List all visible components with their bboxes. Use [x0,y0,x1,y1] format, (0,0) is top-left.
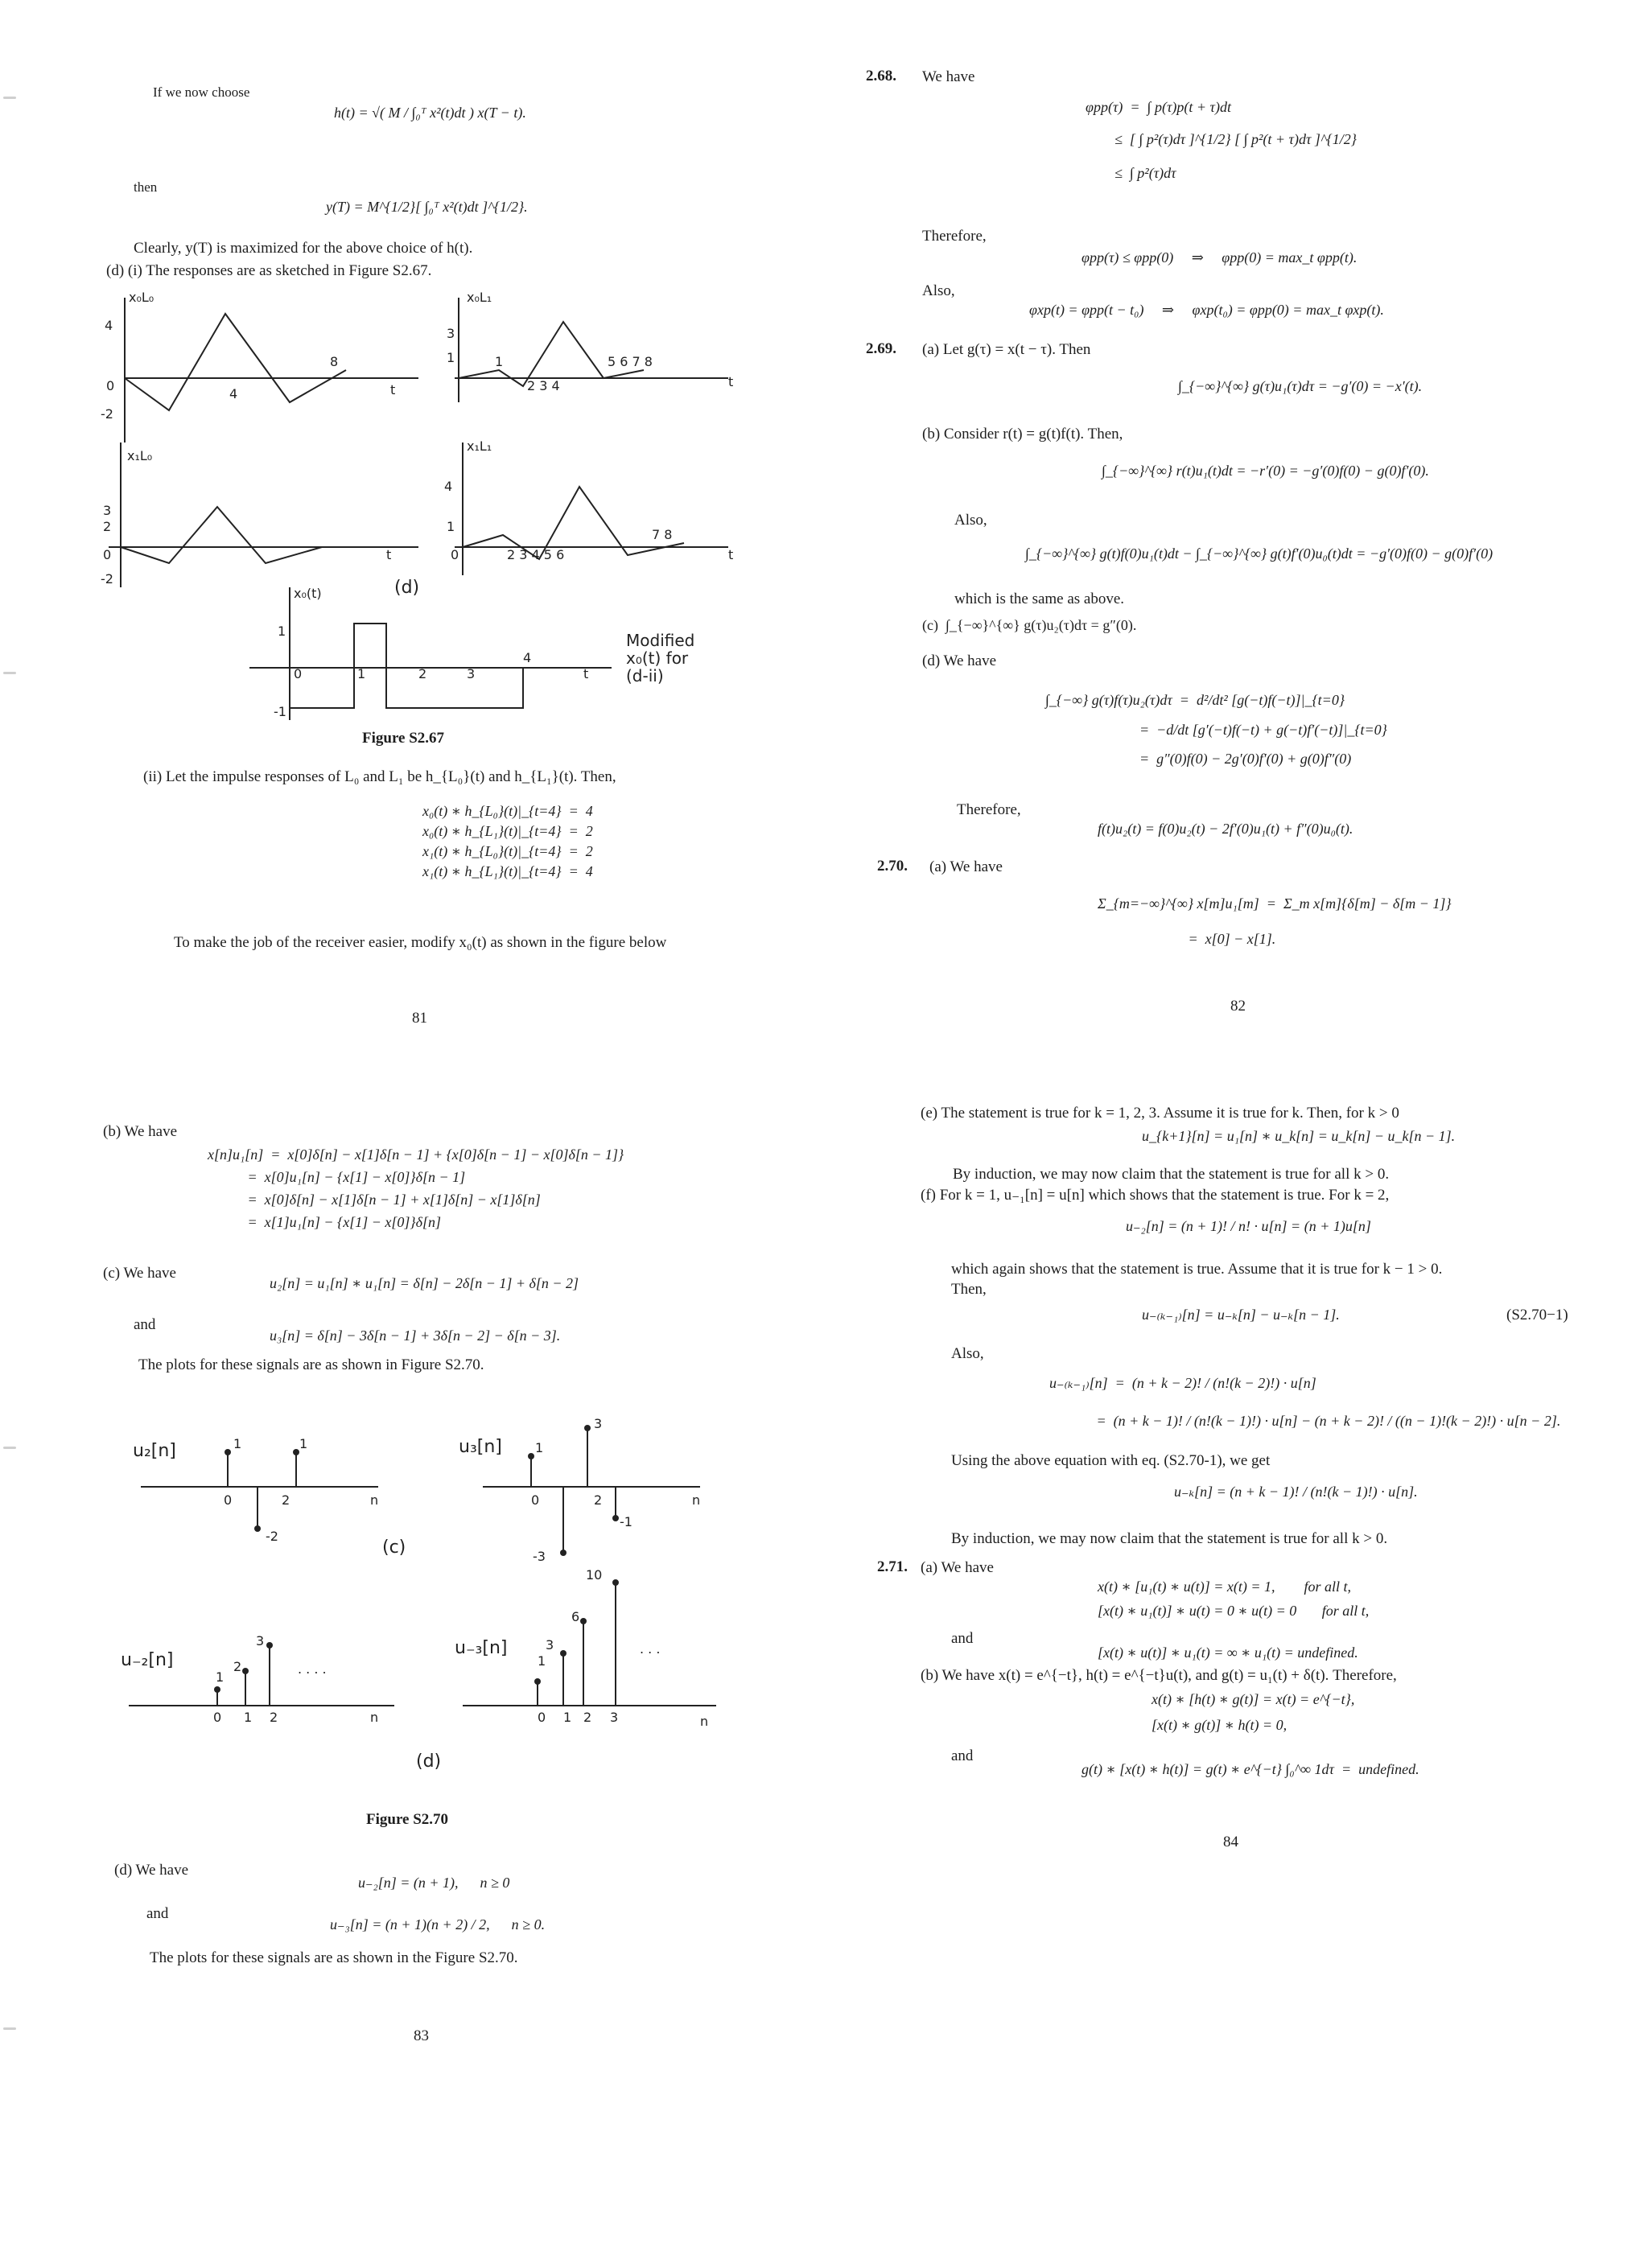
conv-line: x₁(t) ∗ h_{L₀}(t)|_{t=4} = 2 [422,843,593,859]
part-b-text: (b) Consider r(t) = g(t)f(t). Then, [922,426,1123,442]
f-again-text: which again shows that the statement is true. Assume that it is true for k − 1 > 0. [951,1261,1443,1278]
part-c-text: (c) ∫_{−∞}^{∞} g(τ)u₂(τ)dτ = g″(0). [922,617,1137,633]
svg-text:3: 3 [447,326,455,341]
d-eq1: u₋₂[n] = (n + 1), n ≥ 0 [358,1875,510,1891]
part-d-text: (d) We have [114,1862,189,1879]
svg-text:3: 3 [610,1710,619,1725]
d69-line: ∫_{−∞} g(τ)f(τ)u₂(τ)dτ = d²/dt² [g(−t)f(−t)]|_{t=0} [1045,692,1345,708]
f-eq2: u₋₍ₖ₋₁₎[n] = u₋ₖ[n] − u₋ₖ[n − 1]. [1142,1307,1340,1323]
part-b-eq2: ∫_{−∞}^{∞} g(t)f(0)u₁(t)dt − ∫_{−∞}^{∞} g(t)f′(0)u₀(t)dt = −g′(0)f(0) − g(0)f′(0) [1025,545,1494,562]
svg-text:-1: -1 [620,1514,632,1529]
part-f-text: (f) For k = 1, u₋₁[n] = u[n] which shows that the statement is true. For k = 2, [921,1187,1390,1204]
plot-u2 [133,1436,406,1558]
svg-text:1: 1 [299,1436,308,1451]
f-induction-text: By induction, we may now claim that the statement is true for all k > 0. [951,1530,1388,1547]
svg-text:u₃[n]: u₃[n] [459,1437,502,1457]
svg-text:n: n [370,1710,379,1725]
svg-text:1: 1 [563,1710,572,1725]
svg-text:1: 1 [447,350,455,365]
svg-text:2: 2 [418,666,427,681]
svg-text:2: 2 [233,1659,242,1674]
part-d-ii-text: (ii) Let the impulse responses of L₀ and L₁ be h_{L₀}(t) and h_{L₁}(t). Then, [143,768,616,785]
b-line: = x[0]u₁[n] − {x[1] − x[0]}δ[n − 1] [208,1169,466,1185]
svg-text:3: 3 [467,666,476,681]
svg-text:t: t [583,666,589,681]
a-line: x(t) ∗ [u₁(t) ∗ u(t)] = x(t) = 1, for all t, [1098,1579,1351,1595]
svg-text:2: 2 [282,1492,290,1508]
problem-number: 2.70. [877,858,908,875]
svg-text:0: 0 [103,547,112,562]
svg-text:t: t [390,382,396,397]
part-a-text: (a) We have [921,1559,994,1576]
svg-text:0: 0 [451,547,459,562]
also-text: Also, [922,282,955,299]
then-text: then [134,179,158,195]
phi-line: ≤ [ ∫ p²(τ)dτ ]^{1/2} [ ∫ p²(t + τ)dτ ]^{1/2} [1086,131,1357,147]
svg-text:4: 4 [229,386,238,401]
svg-text:1: 1 [357,666,366,681]
svg-text:x₀L₁: x₀L₁ [467,290,492,305]
conv-line: x₀(t) ∗ h_{L₁}(t)|_{t=4} = 2 [422,823,593,839]
svg-text:0: 0 [538,1710,546,1725]
svg-text:t: t [728,547,734,562]
part-b-eq: ∫_{−∞}^{∞} r(t)u₁(t)dt = −r′(0) = −g′(0)f(0) − g(0)f′(0). [1102,463,1429,479]
therefore-text: Therefore, [957,801,1021,818]
svg-text:0: 0 [294,666,303,681]
plot-u3 [459,1416,700,1564]
clearly-text: Clearly, y(T) is maximized for the above choice of h(t). [134,240,473,257]
figure-s2-70 [0,1380,805,1830]
part-c-text: (c) We have [103,1265,176,1282]
same-text: which is the same as above. [954,591,1125,607]
equation-y: y(T) = M^{1/2}[ ∫₀ᵀ x²(t)dt ]^{1/2}. [326,199,528,215]
svg-text:6: 6 [571,1609,580,1624]
svg-text:u₋₂[n]: u₋₂[n] [121,1650,174,1670]
d-eq2: u₋₃[n] = (n + 1)(n + 2) / 2, n ≥ 0. [330,1916,546,1933]
plot-modified-x0 [249,586,612,720]
f-eq3: u₋ₖ[n] = (n + k − 1)! / (n!(k − 1)!) · u[n]. [1174,1484,1418,1500]
plot-x1-l1 [444,438,733,575]
c-eq1: u₂[n] = u₁[n] ∗ u₁[n] = δ[n] − 2δ[n − 1] + δ[n − 2] [270,1275,579,1291]
b-line: [x(t) ∗ g(t)] ∗ h(t) = 0, [1152,1717,1288,1733]
svg-text:1: 1 [495,354,504,369]
part-b-text: (b) We have [103,1123,178,1140]
e-eq: u_{k+1}[n] = u₁[n] ∗ u_k[n] = u_k[n] − u_k[n − 1]. [1142,1128,1456,1144]
svg-text:n: n [692,1492,701,1508]
phi-line: ≤ ∫ p²(τ)dτ [1086,165,1176,181]
page-81 [0,0,824,1134]
f-line: = (n + k − 1)! / (n!(k − 1)!) · u[n] − (n + k − 2)! / ((n − 1)!(k − 2)!) · u[n − 2]. [1049,1413,1561,1429]
svg-text:x₁L₀: x₁L₀ [127,448,153,463]
we-have-text: We have [922,68,975,85]
svg-text:3: 3 [103,503,112,518]
svg-text:3: 3 [546,1637,554,1653]
b-line: x[n]u₁[n] = x[0]δ[n] − x[1]δ[n − 1] + {x[0]δ[n − 1] − x[0]δ[n − 1]} [208,1146,624,1163]
svg-text:0: 0 [106,378,115,393]
svg-text:-1: -1 [274,704,286,719]
plot-u-2 [121,1633,394,1725]
page-83-text [0,1122,824,2256]
therefore-text: Therefore, [922,228,987,245]
svg-text:t: t [728,374,734,389]
figure-label-d: (d) [416,1751,442,1772]
b-line: x(t) ∗ [h(t) ∗ g(t)] = x(t) = e^{−t}, [1152,1691,1355,1707]
svg-text:x₁L₁: x₁L₁ [467,438,492,454]
page-number: 82 [1230,998,1246,1015]
svg-text:2 3 4 5 6: 2 3 4 5 6 [507,547,565,562]
figure-caption: Figure S2.67 [362,730,445,747]
page-number: 83 [414,2027,429,2044]
problem-number: 2.68. [866,68,896,84]
svg-text:1: 1 [233,1436,242,1451]
figure-label-d: (d) [394,578,420,598]
svg-text:2: 2 [594,1492,603,1508]
svg-text:n: n [370,1492,379,1508]
conv-line: x₀(t) ∗ h_{L₀}(t)|_{t=4} = 4 [422,803,593,819]
svg-text:2: 2 [583,1710,592,1725]
part-e-text: (e) The statement is true for k = 1, 2, 3. Assume it is true for k. Then, for k > 0 [921,1105,1399,1122]
a-eq3: [x(t) ∗ u(t)] ∗ u₁(t) = ∞ ∗ u₁(t) = undefined. [1098,1644,1358,1661]
part-b-text: (b) We have x(t) = e^{−t}, h(t) = e^{−t}u(t), and g(t) = u₁(t) + δ(t). Therefore, [921,1667,1397,1684]
svg-text:0: 0 [213,1710,222,1725]
svg-text:4: 4 [523,650,532,665]
conv-line: x₁(t) ∗ h_{L₁}(t)|_{t=4} = 4 [422,863,593,879]
svg-text:3: 3 [256,1633,265,1649]
page-number: 81 [412,1010,427,1027]
plot-u-3 [455,1567,716,1729]
plots-text: The plots for these signals are as shown in Figure S2.70. [138,1356,484,1373]
svg-text:8: 8 [330,354,339,369]
then-text: Then, [951,1281,987,1298]
modified-label: Modified x₀(t) for (d-ii) [626,631,695,685]
and-text: and [951,1630,974,1647]
svg-text:u₋₃[n]: u₋₃[n] [455,1638,508,1658]
phi-line: φpp(τ) = ∫ p(τ)p(t + τ)dt [1086,99,1231,115]
svg-text:2: 2 [270,1710,278,1725]
svg-text:n: n [700,1714,709,1729]
svg-text:u₂[n]: u₂[n] [133,1441,176,1461]
and-text: and [951,1747,974,1764]
a-line: [x(t) ∗ u₁(t)] ∗ u(t) = 0 ∗ u(t) = 0 for all t, [1098,1603,1370,1619]
svg-text:-2: -2 [101,571,113,587]
svg-text:4: 4 [444,479,453,494]
plots-text: The plots for these signals are as shown in the Figure S2.70. [150,1949,518,1966]
svg-text:4: 4 [105,318,113,333]
svg-text:-3: -3 [533,1549,546,1564]
svg-text:x₀(t): x₀(t) [294,586,322,601]
b-line: = x[1]u₁[n] − {x[1] − x[0]}δ[n] [208,1214,441,1230]
part-a-text: (a) We have [929,858,1003,875]
phi-xp-eq: φxp(t) = φpp(t − t₀) ⇒ φxp(t₀) = φpp(0) = max_t φxp(t). [1029,302,1384,318]
svg-text:(c): (c) [382,1537,406,1558]
part-a-text: (a) Let g(τ) = x(t − τ). Then [922,341,1091,358]
svg-text:-2: -2 [266,1529,278,1544]
c-eq2: u₃[n] = δ[n] − 3δ[n − 1] + 3δ[n − 2] − δ[n − 3]. [270,1327,561,1344]
d69-line: = g″(0)f(0) − 2g′(0)f′(0) + g(0)f″(0) [1045,751,1352,767]
a70-line: Σ_{m=−∞}^{∞} x[m]u₁[m] = Σ_m x[m]{δ[m] − δ[m − 1]} [1098,895,1452,912]
d69-line: = −d/dt [g′(−t)f(−t) + g(−t)f′(−t)]|_{t=0} [1045,722,1387,738]
and-text: and [146,1905,169,1922]
a70-line: = x[0] − x[1]. [1098,931,1276,947]
also-text: Also, [954,512,987,529]
svg-text:2 3 4: 2 3 4 [527,378,560,393]
plot-x1-l0 [101,442,418,587]
problem-number: 2.69. [866,340,896,357]
svg-text:-2: -2 [101,406,113,422]
f-eq: u₋₂[n] = (n + 1)! / n! · u[n] = (n + 1)u[n] [1126,1218,1371,1234]
equation-tag: (S2.70−1) [1506,1307,1568,1323]
f-line: u₋₍ₖ₋₁₎[n] = (n + k − 2)! / (n!(k − 2)!) · u[n] [1049,1375,1316,1391]
svg-text:3: 3 [594,1416,603,1431]
also-text: Also, [951,1345,984,1362]
svg-text:1: 1 [216,1669,225,1685]
svg-text:0: 0 [224,1492,233,1508]
d69-result: f(t)u₂(t) = f(0)u₂(t) − 2f′(0)u₁(t) + f″(0)u₀(t). [1098,821,1353,837]
svg-text:0: 0 [531,1492,540,1508]
figure-caption: Figure S2.70 [366,1811,449,1828]
equation-h: h(t) = √( M / ∫₀ᵀ x²(t)dt ) x(T − t). [334,105,526,121]
tomake-text: To make the job of the receiver easier, modify x₀(t) as shown in the figure below [174,934,667,951]
part-d-text: (d) We have [922,652,997,669]
svg-text:t: t [386,547,392,562]
svg-text:1: 1 [278,624,286,639]
svg-text:1: 1 [538,1653,546,1669]
svg-text:x₀L₀: x₀L₀ [129,290,154,305]
using-text: Using the above equation with eq. (S2.70-1), we get [951,1452,1271,1469]
intro-text: If we now choose [153,84,250,100]
part-a-eq: ∫_{−∞}^{∞} g(τ)u₁(τ)dτ = −g′(0) = −x′(t). [1178,378,1423,394]
page-number: 84 [1223,1834,1238,1850]
page-84 [824,1105,1648,2267]
e-induction-text: By induction, we may now claim that the statement is true for all k > 0. [953,1166,1390,1183]
svg-text:. . . .: . . . . [298,1661,327,1677]
svg-text:10: 10 [586,1567,603,1583]
svg-text:1: 1 [244,1710,253,1725]
part-d-i-text: (d) (i) The responses are as sketched in Figure S2.67. [106,262,432,279]
and-text: and [134,1316,156,1333]
svg-text:. . .: . . . [640,1641,661,1657]
page-82 [824,0,1648,1134]
svg-text:2: 2 [103,519,112,534]
b-eq3: g(t) ∗ [x(t) ∗ h(t)] = g(t) ∗ e^{−t} ∫₀^∞ 1dτ = undefined. [1082,1761,1419,1777]
svg-text:7 8: 7 8 [652,527,673,542]
problem-number: 2.71. [877,1558,908,1575]
b-line: = x[0]δ[n] − x[1]δ[n − 1] + x[1]δ[n] − x[1]δ[n] [208,1192,541,1208]
svg-text:1: 1 [535,1440,544,1455]
plot-x0-l0 [101,290,418,442]
plot-x0-l1 [447,290,733,402]
svg-text:1: 1 [447,519,455,534]
phi-max-eq: φpp(τ) ≤ φpp(0) ⇒ φpp(0) = max_t φpp(t). [1082,249,1358,265]
svg-text:5 6 7 8: 5 6 7 8 [608,354,653,369]
